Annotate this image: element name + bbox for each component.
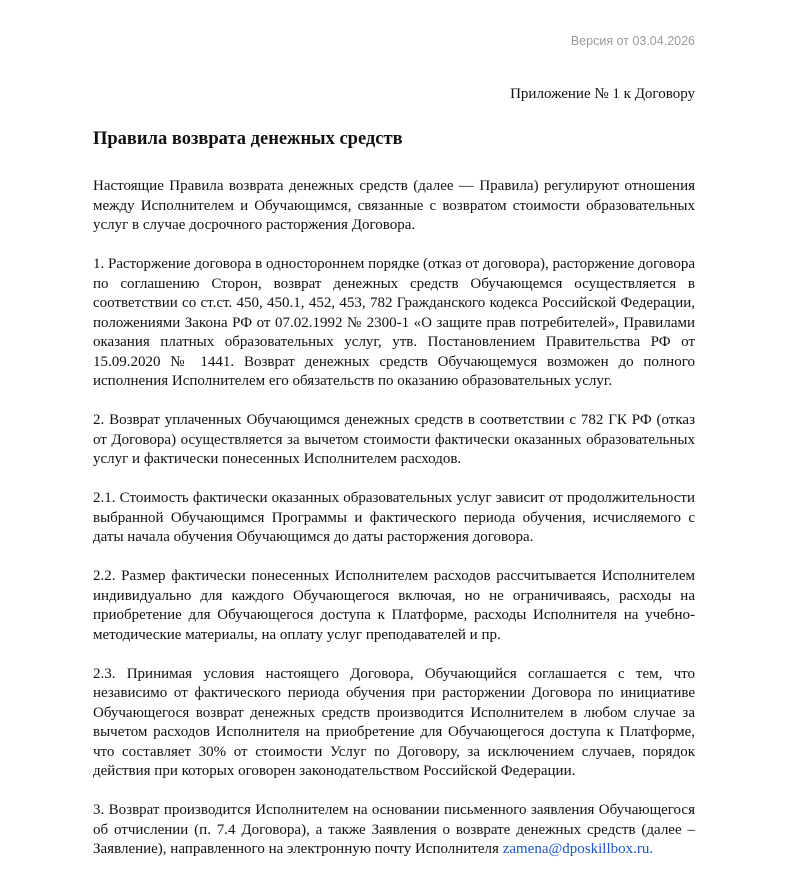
paragraph-2: 2. Возврат уплаченных Обучающимся денежных средств в соответствии с 782 ГК РФ (отказ от Договора) осуществляется за вычетом стоимости фактически оказанных образовательных услуг и фактически понесенных Исполнителем расходов. — [93, 412, 695, 467]
version-label: Версия от 03.04.2026 — [570, 34, 695, 48]
paragraph-3-text: 3. Возврат производится Исполнителем на основании письменного заявления Обучающегося об отчислении (п. 7.4 Договора), а также Заявления о возврате денежных средств (далее – Заявление), направленного на электронную почту Исполнителя — [93, 802, 695, 857]
paragraph-intro: Настоящие Правила возврата денежных средств (далее — Правила) регулируют отношения между Исполнителем и Обучающимся, связанные с возвратом стоимости образовательных услуг в случае досрочного расторжения Договора. — [93, 178, 695, 233]
paragraph-1: 1. Расторжение договора в одностороннем порядке (отказ от договора), расторжение договора по соглашению Сторон, возврат денежных средств Обучающемся осуществляется в соответствии со ст.ст. 450, 450.1, 452, 453, 782 Гражданского кодекса Российской Федерации, положениями Закона РФ от 07.02.1992 № 2300-1 «О защите прав потребителей», Правилами оказания платных образовательных услуг, утв. Постановлением Правительства РФ от 15.09.2020 № 1441. Возврат денежных средств Обучающемуся возможен до полного исполнения Исполнителем его обязательств по оказанию образовательных услуг. — [93, 256, 695, 389]
document-title: Правила возврата денежных средств — [93, 129, 403, 149]
paragraph-2-1: 2.1. Стоимость фактически оказанных образовательных услуг зависит от продолжительности выбранной Обучающимся Программы и фактического периода обучения, исчисляемого с даты начала обучения Обучающимся до даты расторжения договора. — [93, 490, 695, 545]
paragraph-2-2: 2.2. Размер фактически понесенных Исполнителем расходов рассчитывается Исполнителем индивидуально для каждого Обучающегося включая, но не ограничиваясь, расходы на приобретение для Обучающегося доступа к Платформе, расходы Исполнителя на учебно-методические материалы, на оплату услуг преподавателей и пр. — [93, 568, 695, 643]
appendix-label: Приложение № 1 к Договору — [510, 86, 695, 102]
document-body — [93, 177, 695, 879]
email-link[interactable]: zamena@dposkillbox.ru. — [502, 841, 654, 857]
paragraph-3 — [93, 801, 695, 860]
paragraph-2-3: 2.3. Принимая условия настоящего Договора, Обучающийся соглашается с тем, что независимо от фактического периода обучения при расторжении Договора по инициативе Обучающегося возврат денежных средств производится Исполнителем в любом случае за вычетом расходов Исполнителя на приобретение для Обучающегося доступа к Платформе, что составляет 30% от стоимости Услуг по Договору, за исключением случаев, порядок действия при которых оговорен законодательством Российской Федерации. — [93, 665, 695, 779]
